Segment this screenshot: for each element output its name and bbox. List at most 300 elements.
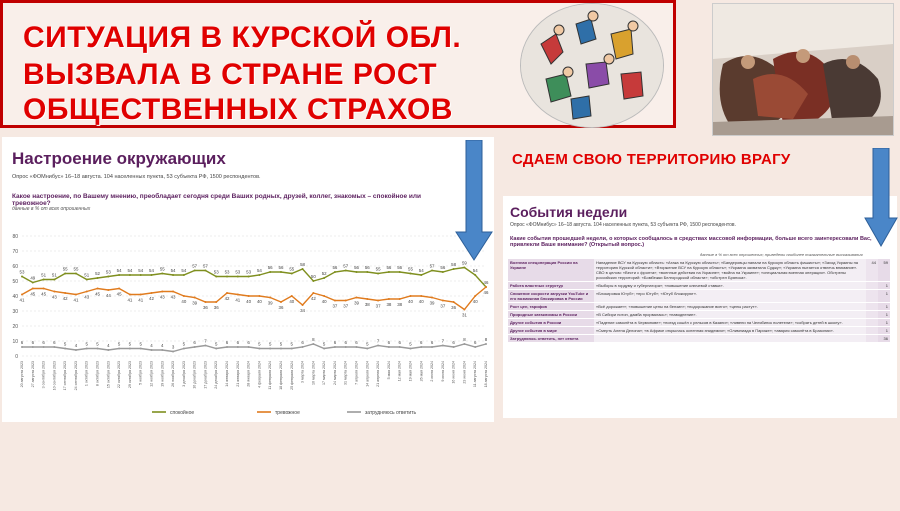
x-tick-label: 29 октября 2023 [127, 361, 132, 389]
data-label: 5 [366, 341, 369, 347]
data-point [86, 279, 88, 281]
event-category: Снижение скорости загрузки YouTube и его возможная блокировка в России [508, 290, 594, 303]
x-tick-label: 4 февраля 2024 [257, 361, 262, 388]
data-label: 36 [278, 305, 284, 310]
data-label: 52 [321, 271, 327, 276]
x-tick-label: 31 марта 2024 [343, 361, 348, 385]
event-category: Природные катаклизмы в России [508, 311, 594, 319]
data-point [215, 276, 217, 278]
event-quotes: «Смерть Алена Делона»; «в Африке открылась оспенная эпидемия»; «Олимпиада в Париже»; «авария самолёта в Бразилии». [594, 327, 866, 335]
events-note: данные в % от всех опрошенных; приведены наиболее показательные высказывания [700, 252, 863, 257]
data-label: 5 [117, 341, 121, 347]
x-tick-label: 3 декабря 2023 [181, 361, 186, 387]
y-tick-label: 60 [12, 264, 18, 270]
data-point [215, 301, 217, 303]
table-row [508, 259, 890, 282]
data-label: 56 [364, 265, 370, 270]
data-point [64, 292, 66, 294]
data-point [53, 291, 55, 293]
data-point [485, 343, 487, 345]
events-title: События недели [510, 204, 628, 220]
data-label: 6 [398, 340, 401, 345]
data-label: 54 [138, 268, 144, 273]
event-category: Другие события в мире [508, 327, 594, 335]
data-point [280, 348, 282, 350]
data-point [226, 276, 228, 278]
x-tick-label: 7 апреля 2024 [354, 361, 359, 385]
data-label: 54 [472, 268, 478, 273]
data-label: 43 [51, 294, 57, 300]
data-point [43, 279, 45, 281]
data-point [334, 271, 336, 273]
data-label: 5 [268, 341, 272, 347]
data-label: 42 [310, 296, 316, 301]
data-point [399, 298, 401, 300]
data-label: 54 [170, 268, 176, 273]
event-quotes: «Выборы в гордуму и губернатора»; «повышение ключевой ставки». [594, 282, 866, 290]
x-tick-label: 19 мая 2024 [408, 361, 413, 382]
table-row [508, 327, 890, 335]
data-point [302, 346, 304, 348]
data-label: 45 [41, 291, 47, 297]
data-label: 54 [256, 268, 262, 273]
data-label: 5 [85, 341, 88, 347]
data-label: 51 [41, 272, 47, 278]
data-label: 40 [321, 299, 327, 304]
data-point [377, 345, 379, 347]
data-label: 55 [408, 266, 413, 272]
data-point [399, 271, 401, 273]
data-point [409, 348, 411, 350]
data-label: 5 [139, 341, 142, 347]
x-tick-label: 19 ноября 2023 [160, 361, 165, 387]
data-point [280, 301, 282, 303]
data-point [161, 273, 163, 275]
data-label: 6 [430, 340, 434, 345]
data-label: 43 [170, 294, 176, 300]
data-label: 58 [451, 262, 457, 267]
data-label: 5 [409, 341, 412, 347]
data-point [474, 346, 476, 348]
data-point [388, 346, 390, 348]
data-point [140, 294, 142, 296]
data-point [302, 304, 304, 306]
data-point [53, 346, 55, 348]
data-point [204, 345, 206, 347]
data-point [75, 273, 77, 275]
data-point [248, 346, 250, 348]
x-tick-label: 10 декабря 2023 [192, 361, 197, 389]
table-row [508, 335, 890, 343]
data-point [118, 348, 120, 350]
data-label: 6 [247, 340, 250, 345]
data-label: 56 [354, 265, 359, 270]
data-point [161, 291, 163, 293]
data-label: 6 [355, 340, 358, 345]
data-label: 6 [20, 340, 24, 345]
data-label: 53 [105, 269, 111, 275]
data-label: 55 [73, 266, 79, 272]
data-label: 56 [386, 265, 392, 270]
data-label: 53 [246, 269, 252, 275]
data-label: 54 [181, 268, 187, 273]
data-point [237, 294, 239, 296]
data-label: 36 [451, 305, 457, 310]
data-point [377, 273, 379, 275]
data-label: 38 [397, 302, 403, 307]
data-point [442, 345, 444, 347]
data-point [204, 301, 206, 303]
y-tick-label: 30 [12, 309, 18, 315]
event-value-previous [866, 282, 878, 290]
data-label: 41 [235, 297, 241, 303]
data-label: 5 [63, 341, 67, 347]
x-tick-label: 24 сентября 2023 [73, 361, 78, 391]
data-point [183, 348, 185, 350]
data-point [399, 346, 401, 348]
data-label: 6 [225, 340, 229, 345]
headline-line-3: ОБЩЕСТВЕННЫХ СТРАХОВ [23, 93, 453, 126]
event-quotes: Нападение ВСУ на Курскую область: «Атака на Курскую область»; «Бандеровцы напали на Курскую область фашисты»; «Заход Украины на территорию Курской области»; «Вторжение ВСУ на Курскую область»; «Украина захватила Суджу»; «Украина пытается отвлечь внимание». СВО в целом: «Вести с фронта»; «военные действия на Украине»; «война на Украине»; «специальная военная операция». Обстрелы российских территорий: «Бомбежки Белгородской области»; «обстрел Брянска». [594, 259, 866, 282]
data-point [420, 346, 422, 348]
data-point [356, 346, 358, 348]
data-point [409, 295, 411, 297]
data-label: 41 [73, 297, 79, 303]
data-label: 55 [159, 266, 165, 272]
data-label: 8 [484, 337, 488, 342]
y-tick-label: 40 [12, 294, 18, 300]
data-label: 57 [192, 263, 198, 269]
event-value-previous [866, 303, 878, 311]
data-label: 3 [171, 344, 175, 350]
data-label: 56 [332, 265, 338, 270]
x-tick-label: 23 июня 2024 [462, 361, 467, 384]
x-tick-label: 10 марта 2024 [311, 361, 316, 385]
data-point [280, 271, 282, 273]
x-tick-label: 15 октября 2023 [106, 361, 111, 389]
data-point [323, 295, 325, 297]
data-point [431, 270, 433, 272]
x-tick-label: 11 августа 2024 [473, 361, 478, 388]
data-label: 6 [31, 340, 35, 345]
data-label: 38 [386, 302, 392, 307]
x-tick-label: 21 января 2024 [235, 361, 240, 387]
data-point [75, 294, 77, 296]
x-tick-label: 21 апреля 2024 [376, 361, 381, 387]
table-row [508, 290, 890, 303]
data-point [237, 276, 239, 278]
data-point [150, 292, 152, 294]
data-point [204, 270, 206, 272]
data-label: 4 [107, 343, 110, 348]
data-point [356, 271, 358, 273]
y-tick-label: 0 [15, 354, 18, 360]
data-label: 39 [429, 300, 435, 306]
data-point [312, 280, 314, 282]
event-value-previous [866, 319, 878, 327]
x-tick-label: 18 февраля 2024 [278, 361, 283, 390]
data-label: 42 [224, 296, 230, 301]
data-point [258, 274, 260, 276]
data-label: 4 [161, 343, 164, 348]
data-point [323, 277, 325, 279]
down-arrow-icon [864, 148, 898, 248]
data-label: 56 [267, 265, 273, 270]
data-label: 38 [364, 302, 370, 307]
data-label: 56 [440, 265, 446, 270]
data-label: 5 [290, 341, 293, 347]
y-tick-label: 50 [12, 279, 18, 285]
events-table [508, 259, 890, 343]
data-label: 6 [387, 340, 391, 345]
territory-slogan: СДАЕМ СВОЮ ТЕРРИТОРИЮ ВРАГУ [512, 151, 791, 168]
x-tick-label: 22 октября 2023 [117, 361, 122, 389]
data-label: 5 [322, 341, 326, 347]
data-point [366, 271, 368, 273]
data-point [269, 297, 271, 299]
x-tick-label: 11 февраля 2024 [268, 361, 273, 390]
data-point [226, 292, 228, 294]
data-point [21, 294, 23, 296]
data-label: 41 [19, 297, 25, 303]
data-point [107, 276, 109, 278]
event-category: Другие события в России [508, 319, 594, 327]
x-tick-label: 20 августа 2023 [20, 361, 24, 388]
data-point [258, 348, 260, 350]
data-point [431, 297, 433, 299]
x-tick-label: 5 мая 2024 [386, 361, 391, 380]
data-point [86, 291, 88, 293]
event-quotes: «Всё дорожает»; «повышение цены на бензин»; «подорожание всего»; «цены растут». [594, 303, 866, 311]
x-tick-label: 17 сентября 2023 [63, 361, 68, 391]
data-label: 40 [408, 299, 413, 304]
data-label: 54 [116, 268, 122, 273]
data-label: 37 [332, 303, 338, 309]
y-tick-label: 10 [12, 339, 18, 345]
data-label: 5 [182, 341, 186, 347]
event-value-previous [866, 327, 878, 335]
data-label: 59 [461, 260, 467, 266]
data-point [420, 295, 422, 297]
headline-line-2: ВЫЗВАЛА В СТРАНЕ РОСТ [23, 58, 438, 91]
data-point [356, 297, 358, 299]
data-point [291, 273, 293, 275]
falling-figures-illustration [520, 3, 664, 128]
data-point [366, 348, 368, 350]
event-value-current: 1 [878, 290, 890, 303]
crowd-painting [712, 3, 894, 136]
data-label: 5 [96, 341, 99, 347]
data-label: 8 [312, 337, 315, 342]
data-point [183, 274, 185, 276]
x-tick-label: 18 августа 2024 [484, 361, 488, 388]
event-quotes [594, 335, 866, 343]
data-point [258, 295, 260, 297]
data-point [474, 295, 476, 297]
x-tick-label: 27 августа 2023 [30, 361, 35, 388]
event-category: Военная спецоперация России на Украине [508, 259, 594, 282]
data-label: 45 [95, 291, 100, 297]
data-point [453, 301, 455, 303]
data-label: 31 [461, 312, 467, 318]
data-label: 39 [267, 300, 273, 306]
data-label: 40 [181, 299, 187, 304]
data-point [215, 348, 217, 350]
events-question: Какие события прошедшей недели, о которых сообщалось в средствах массовой информации, больше всего заинтересовали Вас, привлекли Ваше внимание? (Открытый вопрос.) [510, 236, 872, 248]
data-point [107, 349, 109, 351]
data-label: 49 [30, 275, 36, 281]
x-tick-label: 8 октября 2023 [95, 361, 100, 387]
data-label: 5 [128, 341, 132, 347]
data-point [129, 294, 131, 296]
series-line-0 [19, 268, 486, 288]
data-point [291, 348, 293, 350]
x-tick-label: 2 июня 2024 [430, 361, 435, 382]
event-value-previous [866, 311, 878, 319]
data-point [302, 268, 304, 270]
series-line-2 [22, 341, 486, 352]
event-category: Рост цен, тарифов [508, 303, 594, 311]
data-point [334, 300, 336, 302]
y-tick-label: 70 [12, 249, 18, 255]
data-point [453, 268, 455, 270]
mood-chart-subtitle: Опрос «ФОМнибус» 16–18 августа. 104 населенных пункта, 53 субъекта РФ, 1500 респондентов. [12, 174, 261, 180]
data-point [64, 348, 66, 350]
data-label: 40 [289, 299, 295, 304]
data-label: 57 [429, 263, 435, 269]
data-point [194, 270, 196, 272]
data-point [345, 346, 347, 348]
data-point [150, 274, 152, 276]
data-point [463, 267, 465, 269]
data-point [312, 343, 314, 345]
data-label: 56 [278, 265, 284, 270]
data-label: 40 [472, 299, 478, 304]
down-arrow-icon [454, 140, 494, 262]
event-quotes: «В Сибири потоп, дамба прорвалась»; «наводнение». [594, 311, 866, 319]
data-label: 8 [463, 337, 466, 342]
x-tick-label: 24 декабря 2023 [214, 361, 219, 389]
y-tick-label: 80 [12, 234, 18, 240]
x-tick-label: 1 октября 2023 [84, 361, 89, 387]
event-value-current: 36 [878, 335, 890, 343]
data-label: 40 [256, 299, 262, 304]
x-tick-label: 9 июня 2024 [440, 361, 445, 382]
series-line-1 [19, 287, 486, 310]
legend-label: тревожное [275, 410, 300, 416]
data-label: 54 [149, 268, 154, 273]
data-label: 6 [53, 340, 56, 345]
data-label: 40 [418, 299, 424, 304]
data-point [194, 346, 196, 348]
data-label: 54 [418, 268, 424, 273]
data-point [323, 348, 325, 350]
data-label: 53 [19, 269, 25, 275]
y-tick-label: 20 [12, 324, 18, 330]
data-point [75, 349, 77, 351]
x-tick-label: 12 ноября 2023 [149, 361, 154, 387]
event-category: Затрудняюсь ответить, нет ответа [508, 335, 594, 343]
x-tick-label: 10 сентября 2023 [52, 361, 57, 391]
data-label: 37 [440, 303, 446, 309]
data-point [431, 346, 433, 348]
data-label: 56 [397, 265, 403, 270]
table-row [508, 311, 890, 319]
mood-chart-note: данные в % от всех опрошенных [12, 206, 91, 212]
event-category: Работа властных структур [508, 282, 594, 290]
x-tick-label: 26 ноября 2023 [171, 361, 176, 387]
data-label: 45 [116, 291, 122, 297]
data-label: 55 [289, 266, 295, 272]
event-value-current: 1 [878, 319, 890, 327]
data-label: 42 [62, 296, 68, 301]
data-point [118, 288, 120, 290]
table-row [508, 303, 890, 311]
table-row [508, 319, 890, 327]
data-point [366, 298, 368, 300]
data-label: 4 [150, 343, 153, 348]
event-quotes: «Блокировка Ютуб»; «про Ютуб»; «Ютуб блокируют». [594, 290, 866, 303]
data-point [53, 279, 55, 281]
data-point [32, 288, 34, 290]
data-point [248, 276, 250, 278]
data-point [64, 273, 66, 275]
data-label: 39 [354, 300, 359, 306]
headline-line-1: СИТУАЦИЯ В КУРСКОЙ ОБЛ. [23, 21, 462, 54]
legend-label: спокойное [170, 410, 195, 416]
data-point [420, 274, 422, 276]
data-label: 37 [375, 303, 381, 309]
data-label: 44 [105, 293, 111, 298]
data-point [107, 289, 109, 291]
data-label: 41 [127, 297, 133, 303]
data-point [97, 288, 99, 290]
data-label: 37 [343, 303, 349, 309]
event-value-current: 1 [878, 327, 890, 335]
data-label: 6 [42, 340, 45, 345]
data-point [269, 271, 271, 273]
data-label: 43 [159, 294, 165, 300]
data-label: 58 [300, 262, 306, 267]
data-label: 45 [30, 291, 36, 297]
data-point [172, 291, 174, 293]
x-tick-label: 17 декабря 2023 [203, 361, 208, 389]
data-label: 6 [236, 340, 240, 345]
data-point [388, 271, 390, 273]
data-label: 6 [473, 340, 477, 345]
data-label: 42 [149, 296, 154, 301]
data-point [183, 295, 185, 297]
data-label: 40 [246, 299, 252, 304]
data-label: 57 [202, 263, 208, 269]
data-label: 51 [51, 272, 57, 278]
data-label: 7 [441, 338, 445, 344]
x-tick-label: 12 мая 2024 [397, 361, 402, 382]
data-label: 7 [204, 338, 207, 344]
mood-chart-question: Какое настроение, по Вашему мнению, преобладает сегодня среди Ваших родных, друзей, коллег, знакомых – спокойное или тревожное? [12, 193, 422, 207]
event-value-previous: 44 [866, 259, 878, 282]
data-label: 39 [192, 300, 198, 306]
data-point [21, 346, 23, 348]
data-point [97, 277, 99, 279]
data-label: 57 [343, 263, 349, 269]
data-label: 41 [138, 297, 144, 303]
x-tick-label: 25 февраля 2024 [289, 361, 294, 390]
data-label: 5 [258, 341, 261, 347]
data-label: 6 [193, 340, 196, 345]
data-label: 7 [376, 338, 380, 344]
data-label: 34 [300, 308, 306, 313]
